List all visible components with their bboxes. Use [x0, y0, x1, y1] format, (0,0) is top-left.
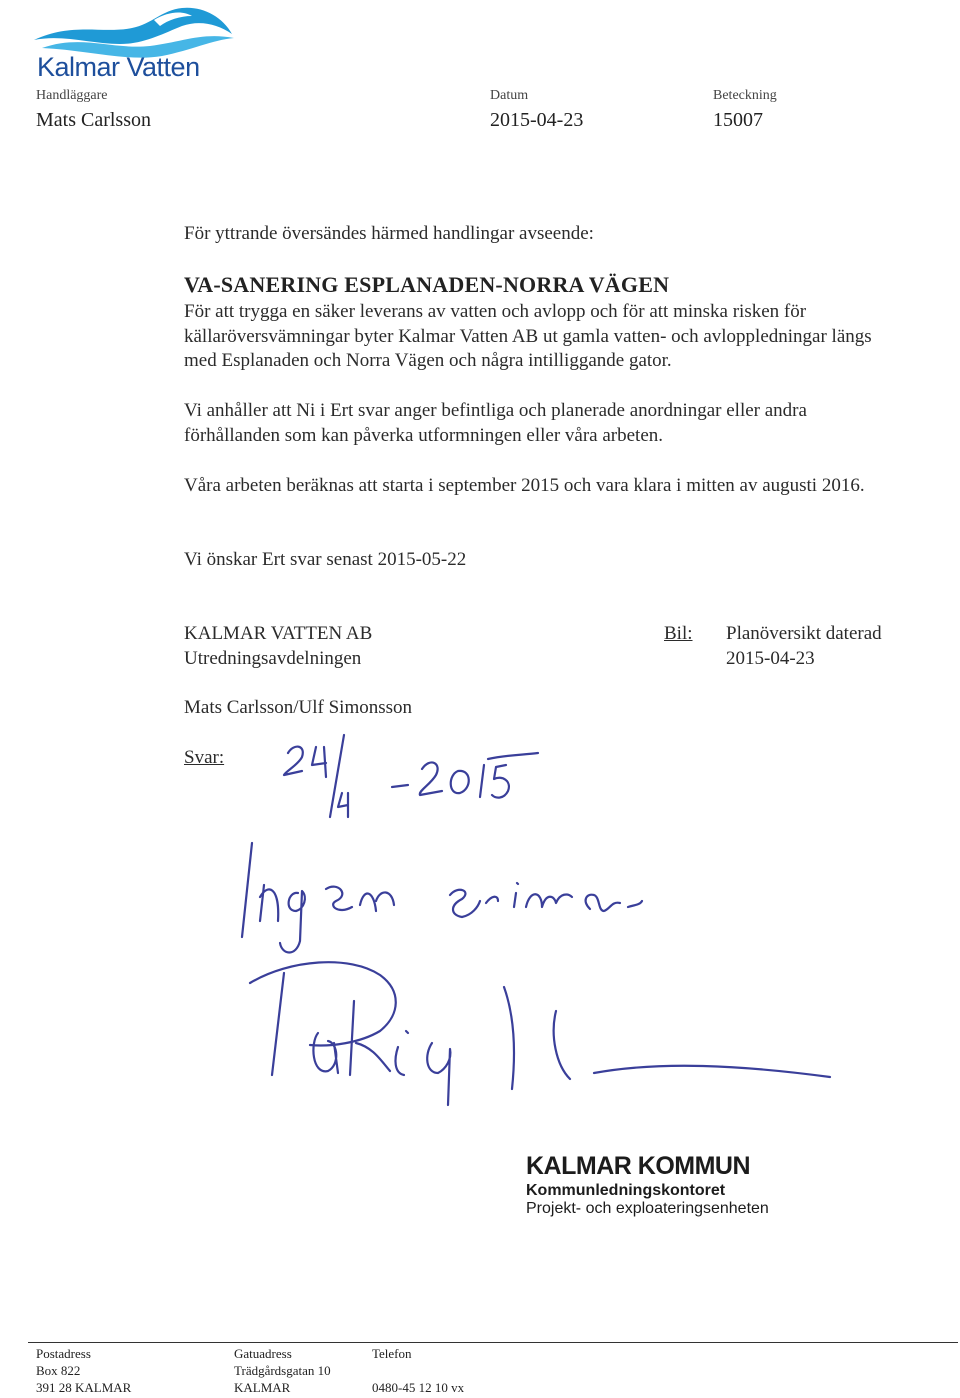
beteckning-label: Beteckning [713, 88, 777, 103]
post-line-1: Box 822 [36, 1363, 81, 1378]
handlaggare-value: Mats Carlsson [36, 109, 151, 131]
footer-postadress [36, 1345, 131, 1396]
street-line-2: KALMAR [234, 1380, 291, 1395]
stamp-line-1: Kommunledningskontoret [526, 1182, 726, 1199]
street-line-1: Trädgårdsgatan 10 [234, 1363, 331, 1378]
paragraph-1: För att trygga en säker leverans av vatten och avlopp och för att minska risken för källaröversvämningar byter Kalmar Vatten AB ut gamla vatten- och avloppledningar längs med Esplanaden och Norra Vägen och några intilliggande gator. [184, 301, 872, 371]
phone-value: 0480-45 12 10 vx [372, 1380, 465, 1395]
sender-department: Utredningsavdelningen [184, 648, 362, 669]
sender-signatories: Mats Carlsson/Ulf Simonsson [184, 697, 413, 718]
phone-label: Telefon [372, 1346, 412, 1361]
footer-telefon [372, 1345, 464, 1396]
datum-value: 2015-04-23 [490, 109, 584, 131]
paragraph-4: Vi önskar Ert svar senast 2015-05-22 [184, 549, 467, 570]
handlaggare-label: Handläggare [36, 88, 108, 103]
sender-company: KALMAR VATTEN AB [184, 623, 373, 644]
post-line-2: 391 28 KALMAR [36, 1380, 132, 1395]
intro-text: För yttrande översändes härmed handlingar avseende: [184, 223, 594, 244]
handwritten-reply [180, 725, 860, 1125]
paragraph-2: Vi anhåller att Ni i Ert svar anger befintliga och planerade anordningar eller andra förhållanden som kan påverka utformningen eller våra arbeten. [184, 400, 807, 446]
footer-gatuadress [234, 1345, 331, 1396]
datum-label: Datum [490, 88, 529, 103]
post-label: Postadress [36, 1346, 91, 1361]
attachment-label: Bil: [664, 623, 693, 644]
street-label: Gatuadress [234, 1346, 292, 1361]
stamp-line-2: Projekt- och exploateringsenheten [526, 1200, 769, 1217]
reply-label: Svar: [184, 747, 225, 768]
paragraph-3: Våra arbeten beräknas att starta i september 2015 och vara klara i mitten av augusti 2016. [184, 475, 865, 496]
attachment-line-1: Planöversikt daterad [726, 623, 882, 644]
logo-wordmark: Kalmar Vatten [37, 52, 200, 82]
stamp-title: KALMAR KOMMUN [526, 1152, 751, 1180]
beteckning-value: 15007 [713, 109, 763, 131]
footer-divider [28, 1342, 958, 1343]
letter-title: VA-SANERING ESPLANADEN-NORRA VÄGEN [184, 272, 670, 297]
attachment-line-2: 2015-04-23 [726, 648, 815, 669]
